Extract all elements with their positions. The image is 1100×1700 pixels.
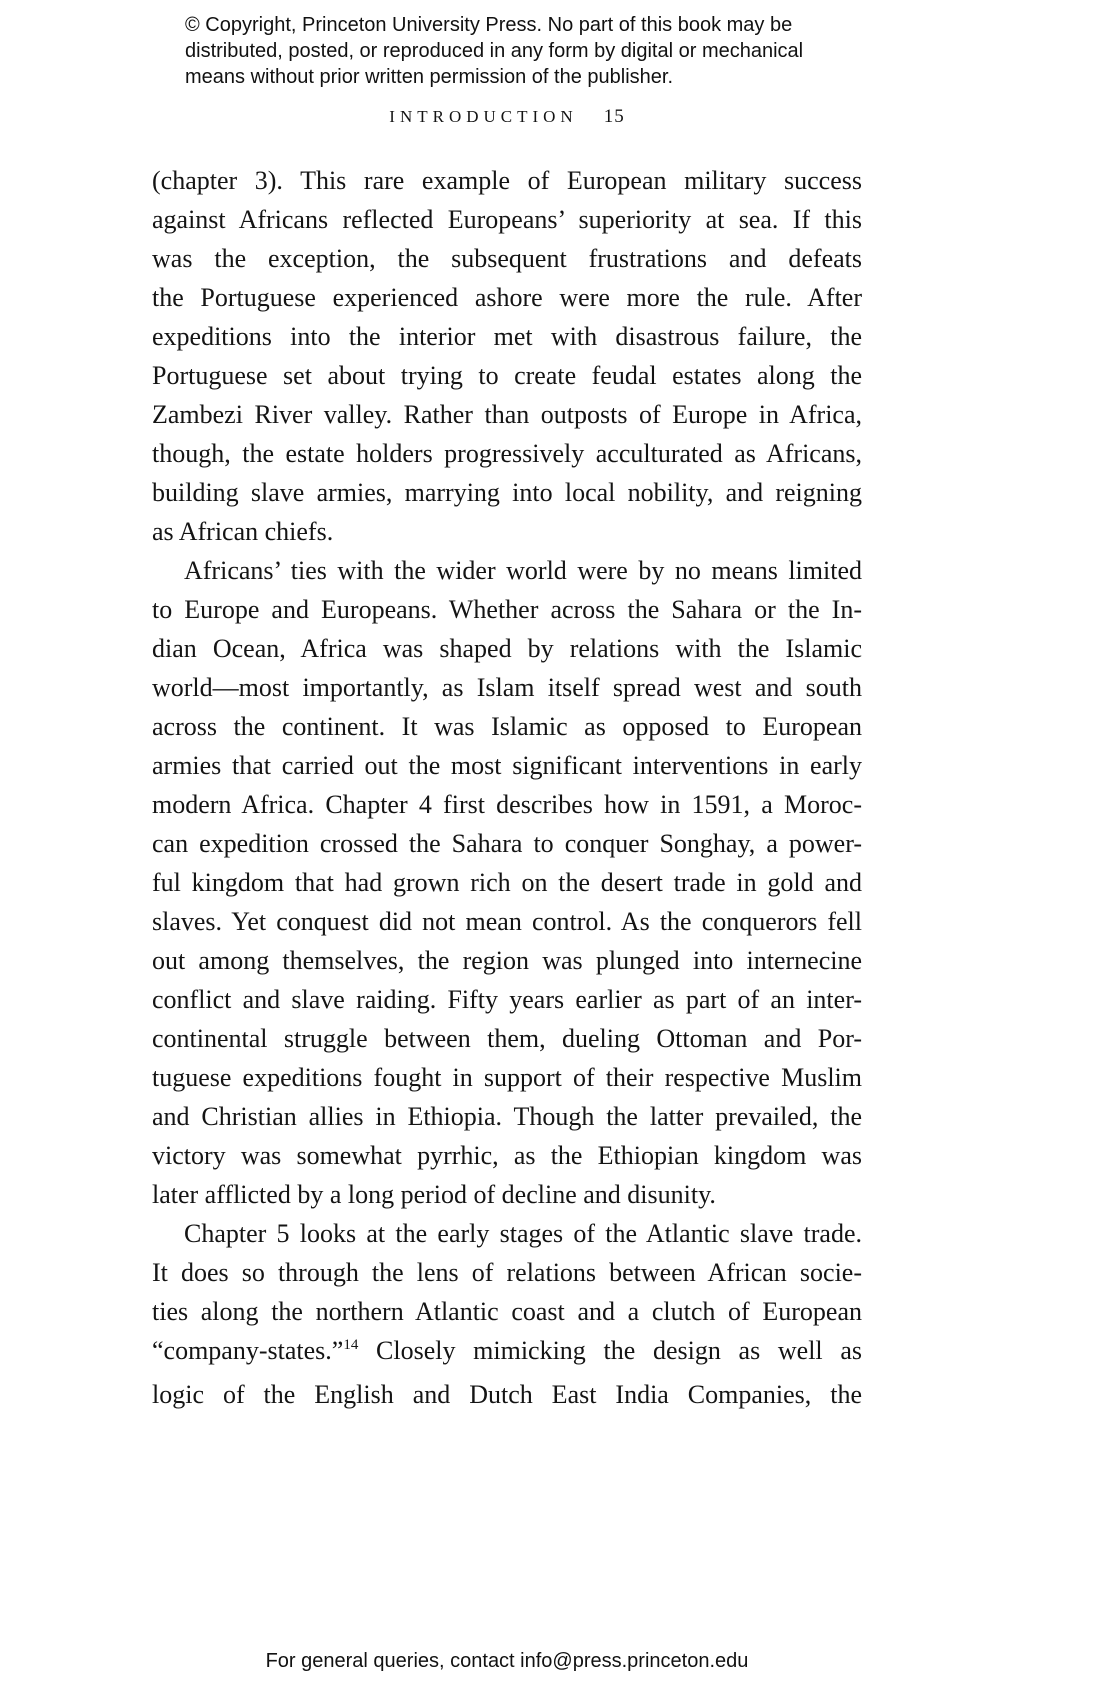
text-line: Zambezi River valley. Rather than outposts of Europe in Africa, — [152, 400, 862, 429]
copyright-notice — [185, 12, 803, 90]
text-line: slaves. Yet conquest did not mean control. As the conquerors fell — [152, 907, 862, 936]
text-line: and Christian allies in Ethiopia. Though the latter prevailed, the — [152, 1102, 862, 1131]
paragraph — [152, 551, 862, 1214]
text-line: world—most importantly, as Islam itself spread west and south — [152, 673, 862, 702]
text-line: ties along the northern Atlantic coast and a clutch of European — [152, 1297, 862, 1326]
text-line: though, the estate holders progressively acculturated as Africans, — [152, 439, 862, 468]
copyright-line: means without prior written permission of the publisher. — [185, 66, 674, 88]
text-line: can expedition crossed the Sahara to conquer Songhay, a power- — [152, 829, 862, 858]
text-line: (chapter 3). This rare example of European military success — [152, 166, 862, 195]
paragraph — [152, 161, 862, 551]
text-line: Chapter 5 looks at the early stages of the Atlantic slave trade. — [184, 1219, 862, 1248]
text-line: expeditions into the interior met with disastrous failure, the — [152, 322, 862, 351]
text-line: modern Africa. Chapter 4 first describes how in 1591, a Moroc- — [152, 790, 862, 819]
text-line: Africans’ ties with the wider world were by no means limited — [184, 556, 862, 585]
text-line: armies that carried out the most significant interventions in early — [152, 751, 862, 780]
text-line: building slave armies, marrying into local nobility, and reigning — [152, 478, 862, 507]
text-line: ful kingdom that had grown rich on the desert trade in gold and — [152, 868, 862, 897]
text-line: logic of the English and Dutch East India Companies, the — [152, 1380, 862, 1409]
text-line: dian Ocean, Africa was shaped by relations with the Islamic — [152, 634, 862, 663]
text-line: It does so through the lens of relations between African socie- — [152, 1258, 862, 1287]
text-line: to Europe and Europeans. Whether across the Sahara or the In- — [152, 595, 862, 624]
text-line: was the exception, the subsequent frustrations and defeats — [152, 244, 862, 273]
page-footer — [152, 1650, 862, 1673]
copyright-line: © Copyright, Princeton University Press. No part of this book may be — [185, 14, 793, 36]
footnote-ref: 14 — [343, 1337, 359, 1353]
body-text — [152, 161, 862, 1414]
text-line: as African chiefs. — [152, 517, 334, 546]
text-line: against Africans reflected Europeans’ superiority at sea. If this — [152, 205, 862, 234]
running-head — [152, 106, 862, 128]
text-line: Portuguese set about trying to create feudal estates along the — [152, 361, 862, 390]
text-line: later afflicted by a long period of decline and disunity. — [152, 1180, 716, 1209]
text-line: “company-states.”$^{14}$ Closely mimicking the design as well as — [152, 1336, 862, 1365]
section-title: INTRODUCTION — [389, 107, 578, 126]
text-line: the Portuguese experienced ashore were more the rule. After — [152, 283, 862, 312]
page-number: 15 — [603, 106, 625, 127]
text-line: out among themselves, the region was plunged into internecine — [152, 946, 862, 975]
text-line: conflict and slave raiding. Fifty years earlier as part of an inter- — [152, 985, 862, 1014]
paragraph — [152, 1214, 862, 1414]
text-line: across the continent. It was Islamic as opposed to European — [152, 712, 862, 741]
footer-text: For general queries, contact info@press.princeton.edu — [265, 1650, 749, 1672]
text-line: victory was somewhat pyrrhic, as the Ethiopian kingdom was — [152, 1141, 862, 1170]
text-line: continental struggle between them, dueling Ottoman and Por- — [152, 1024, 862, 1053]
copyright-line: distributed, posted, or reproduced in any form by digital or mechanical — [185, 40, 804, 62]
text-line: tuguese expeditions fought in support of their respective Muslim — [152, 1063, 862, 1092]
